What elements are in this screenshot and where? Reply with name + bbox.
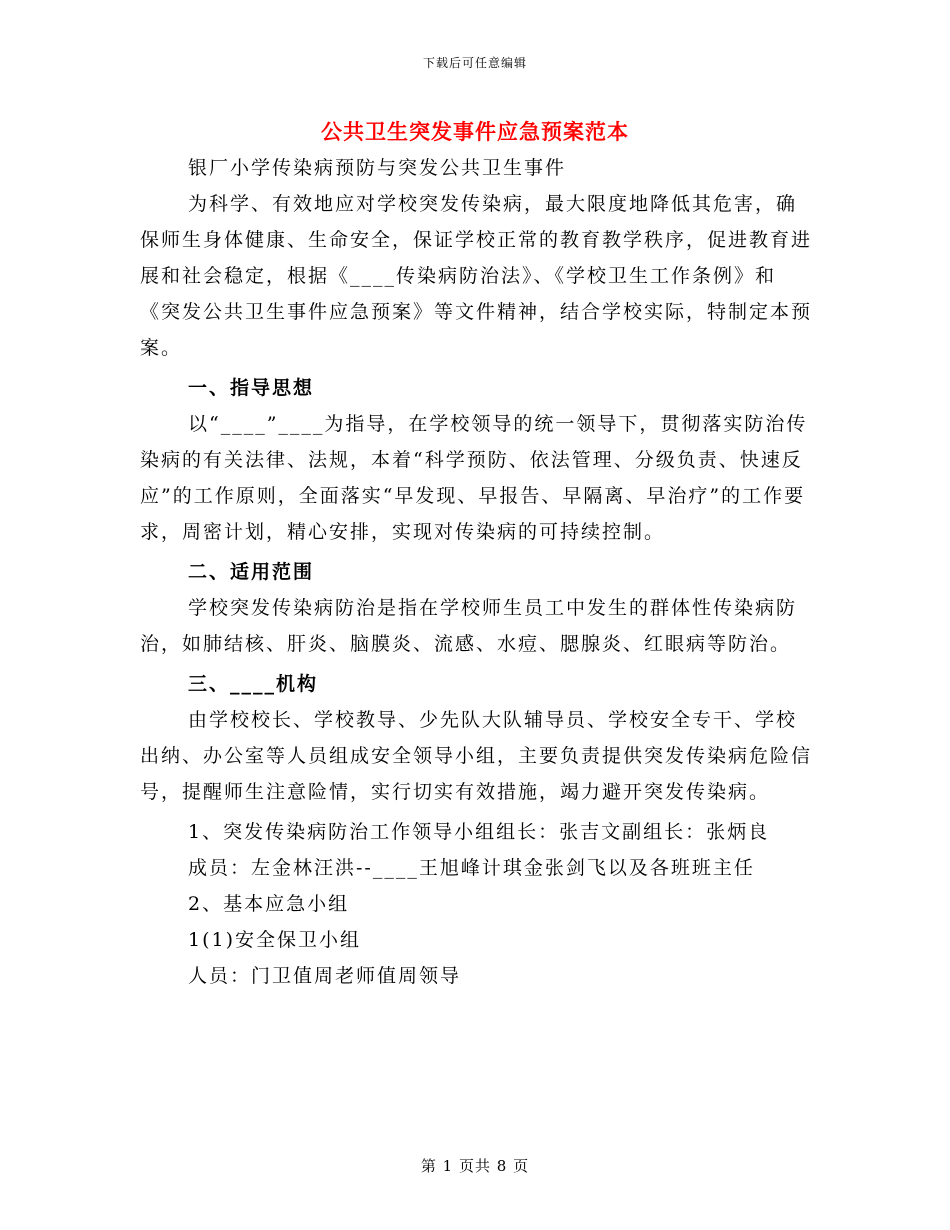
page-number: 第 1 页共 8 页 (420, 1157, 530, 1175)
basic-response-group-item: 2、基本应急小组 (188, 893, 350, 915)
section-heading-scope: 二、适用范围 (188, 561, 315, 583)
organization-paragraph: 由学校校长、学校教导、少先队大队辅导员、学校安全专干、学校出纳、办公室等人员组成安全领导小组，主要负责提供突发传染病危险信号，提醒师生注意险情，实行切实有效措施，竭力避开突发传染病。 (140, 709, 813, 803)
document-title: 公共卫生突发事件应急预案范本 (321, 119, 629, 144)
document-body (140, 150, 812, 994)
staff-line: 人员：门卫值周老师值周领导 (188, 965, 462, 987)
section-heading-organization: 三、____机构 (188, 673, 319, 695)
guiding-thought-paragraph: 以“____”____为指导，在学校领导的统一领导下，贯彻落实防治传染病的有关法律、法规，本着“科学预防、依法管理、分级负责、快速反应”的工作原则，全面落实“早发现、早报告、早隔离、早治疗”的工作要求，周密计划，精心安排，实现对传染病的可持续控制。 (140, 413, 808, 543)
header-note: 下载后可任意编辑 (422, 56, 527, 70)
security-group-item: 1(1)安全保卫小组 (188, 929, 362, 951)
subtitle-paragraph: 银厂小学传染病预防与突发公共卫生事件 (188, 157, 567, 179)
members-line: 成员：左金林汪洪--____王旭峰计琪金张剑飞以及各班班主任 (188, 857, 755, 879)
leadership-group-item: 1、突发传染病防治工作领导小组组长：张吉文副组长：张炳良 (188, 821, 770, 843)
section-heading-guiding-thought: 一、指导思想 (188, 377, 315, 399)
scope-paragraph: 学校突发传染病防治是指在学校师生员工中发生的群体性传染病防治，如肺结核、肝炎、脑膜炎、流感、水痘、腮腺炎、红眼病等防治。 (140, 597, 798, 655)
intro-paragraph: 为科学、有效地应对学校突发传染病，最大限度地降低其危害，确保师生身体健康、生命安全，保证学校正常的教育教学秩序，促进教育进展和社会稳定，根据《____传染病防治法》、《学校卫生工作条例》和《突发公共卫生事件应急预案》等文件精神，结合学校实际，特制定本预案。 (140, 193, 813, 359)
